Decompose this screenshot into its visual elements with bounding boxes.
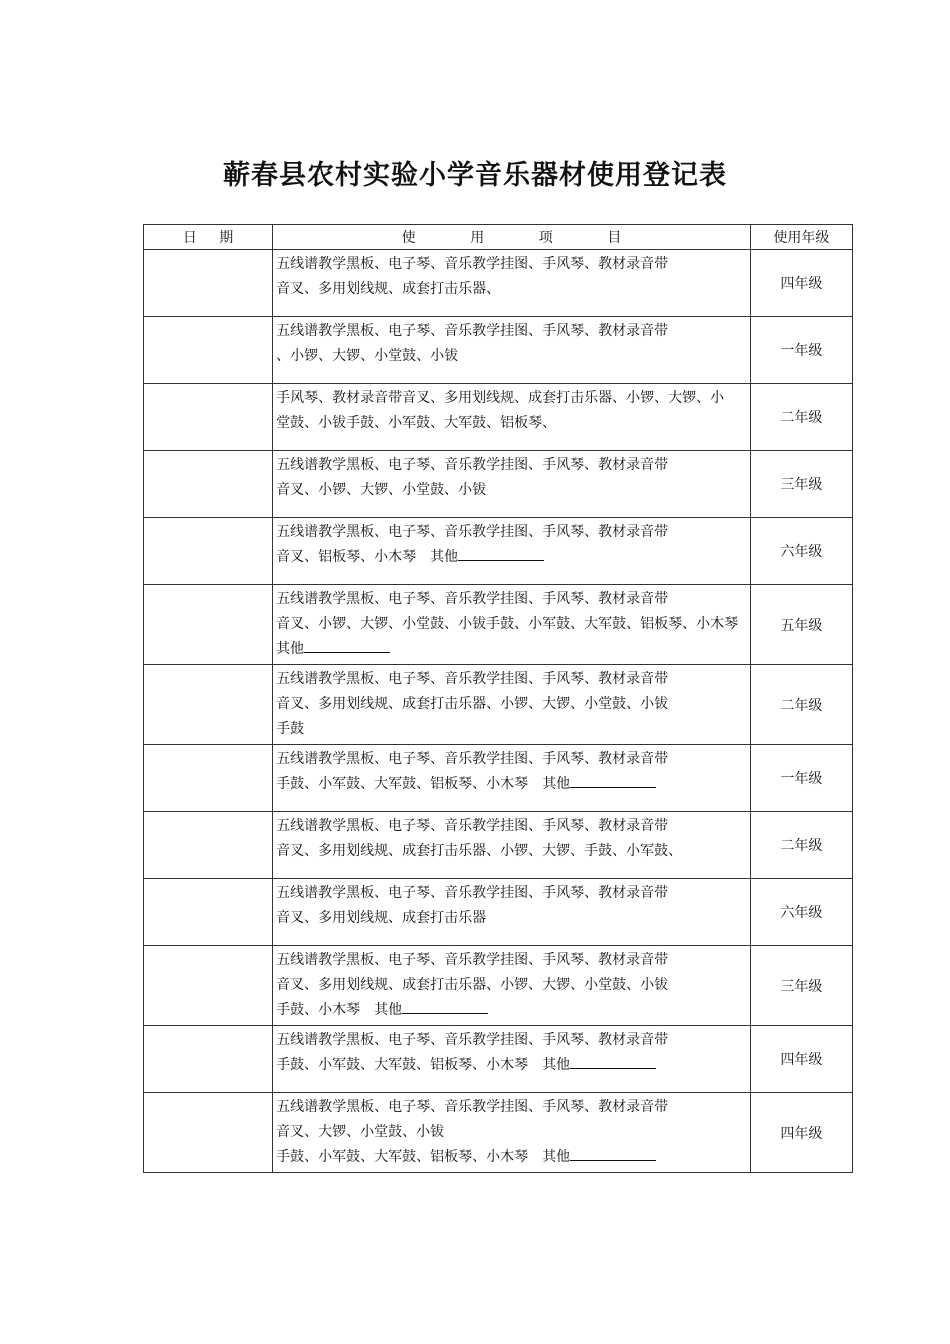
items-line-text: 五线谱教学黑板、电子琴、音乐教学挂图、手风琴、教材录音带 <box>276 885 669 901</box>
usage-register-table <box>143 224 853 1173</box>
date-cell[interactable] <box>144 451 273 518</box>
grade-cell: 二年级 <box>750 384 852 451</box>
items-line <box>276 1028 750 1053</box>
date-cell[interactable] <box>144 946 273 1026</box>
items-cell <box>273 451 751 518</box>
items-line <box>276 692 750 717</box>
items-line <box>276 411 750 436</box>
header-date: 日期 <box>144 225 273 250</box>
items-line-text: 手鼓、小军鼓、大军鼓、铝板琴、小木琴 其他 <box>276 776 571 792</box>
items-line-text: 五线谱教学黑板、电子琴、音乐教学挂图、手风琴、教材录音带 <box>276 671 669 687</box>
date-cell[interactable] <box>144 317 273 384</box>
items-line-text: 五线谱教学黑板、电子琴、音乐教学挂图、手风琴、教材录音带 <box>276 1032 669 1048</box>
date-cell[interactable] <box>144 879 273 946</box>
table-row <box>144 585 853 665</box>
table-row <box>144 745 853 812</box>
items-line-text: 手鼓、小军鼓、大军鼓、铝板琴、小木琴 其他 <box>276 1149 571 1165</box>
items-cell <box>273 585 751 665</box>
items-line-text: 音叉、多用划线规、成套打击乐器 <box>276 910 487 926</box>
items-line <box>276 453 750 478</box>
grade-cell: 六年级 <box>750 518 852 585</box>
other-fill-blank[interactable] <box>570 1053 656 1069</box>
items-line <box>276 1145 750 1170</box>
items-line <box>276 520 750 545</box>
items-line-text: 五线谱教学黑板、电子琴、音乐教学挂图、手风琴、教材录音带 <box>276 952 669 968</box>
items-cell <box>273 745 751 812</box>
grade-cell: 二年级 <box>750 665 852 745</box>
items-line-text: 其他 <box>276 641 305 657</box>
items-cell <box>273 1093 751 1173</box>
items-line-text: 音叉、多用划线规、成套打击乐器、小锣、大锣、小堂鼓、小钹 <box>276 696 669 712</box>
table-row <box>144 1093 853 1173</box>
date-cell[interactable] <box>144 585 273 665</box>
items-line-text: 五线谱教学黑板、电子琴、音乐教学挂图、手风琴、教材录音带 <box>276 323 669 339</box>
header-items: 使用项目 <box>273 225 751 250</box>
table-row <box>144 384 853 451</box>
table-row <box>144 451 853 518</box>
date-cell[interactable] <box>144 384 273 451</box>
items-line <box>276 747 750 772</box>
items-line-text: 五线谱教学黑板、电子琴、音乐教学挂图、手风琴、教材录音带 <box>276 751 669 767</box>
items-line <box>276 772 750 797</box>
other-fill-blank[interactable] <box>402 998 488 1014</box>
items-line <box>276 545 750 570</box>
items-line-text: 五线谱教学黑板、电子琴、音乐教学挂图、手风琴、教材录音带 <box>276 591 669 607</box>
table-row <box>144 946 853 1026</box>
table-row <box>144 518 853 585</box>
items-line <box>276 587 750 612</box>
grade-cell: 五年级 <box>750 585 852 665</box>
grade-cell: 一年级 <box>750 745 852 812</box>
table-row <box>144 879 853 946</box>
grade-cell: 四年级 <box>750 1026 852 1093</box>
page-title: 蕲春县农村实验小学音乐器材使用登记表 <box>223 160 727 191</box>
items-line <box>276 948 750 973</box>
items-line-text: 手鼓 <box>276 721 305 737</box>
items-line-text: 五线谱教学黑板、电子琴、音乐教学挂图、手风琴、教材录音带 <box>276 457 669 473</box>
items-line-text: 手风琴、教材录音带音叉、多用划线规、成套打击乐器、小锣、大锣、小 <box>276 390 725 406</box>
items-line <box>276 667 750 692</box>
items-line-text: 音叉、多用划线规、成套打击乐器、小锣、大锣、手鼓、小军鼓、 <box>276 843 683 859</box>
grade-cell: 一年级 <box>750 317 852 384</box>
table-row <box>144 317 853 384</box>
items-line <box>276 814 750 839</box>
table-row <box>144 250 853 317</box>
items-line <box>276 319 750 344</box>
items-line <box>276 252 750 277</box>
items-line-text: 五线谱教学黑板、电子琴、音乐教学挂图、手风琴、教材录音带 <box>276 524 669 540</box>
items-cell <box>273 812 751 879</box>
date-cell[interactable] <box>144 665 273 745</box>
date-cell[interactable] <box>144 518 273 585</box>
grade-cell: 三年级 <box>750 946 852 1026</box>
grade-cell: 三年级 <box>750 451 852 518</box>
items-line-text: 五线谱教学黑板、电子琴、音乐教学挂图、手风琴、教材录音带 <box>276 818 669 834</box>
items-line <box>276 637 750 662</box>
items-line-text: 堂鼓、小钹手鼓、小军鼓、大军鼓、铝板琴、 <box>276 415 557 431</box>
items-line <box>276 717 750 742</box>
items-cell <box>273 879 751 946</box>
other-fill-blank[interactable] <box>570 1145 656 1161</box>
items-line <box>276 1053 750 1078</box>
items-line-text: 音叉、多用划线规、成套打击乐器、 <box>276 281 501 297</box>
table-header-row <box>144 225 853 250</box>
items-cell <box>273 384 751 451</box>
items-line <box>276 386 750 411</box>
items-line <box>276 973 750 998</box>
items-line-text: 五线谱教学黑板、电子琴、音乐教学挂图、手风琴、教材录音带 <box>276 256 669 272</box>
items-line-text: 手鼓、小军鼓、大军鼓、铝板琴、小木琴 其他 <box>276 1057 571 1073</box>
other-fill-blank[interactable] <box>570 772 656 788</box>
date-cell[interactable] <box>144 1093 273 1173</box>
other-fill-blank[interactable] <box>304 637 390 653</box>
header-grade: 使用年级 <box>750 225 852 250</box>
grade-cell: 六年级 <box>750 879 852 946</box>
other-fill-blank[interactable] <box>458 545 544 561</box>
items-line <box>276 277 750 302</box>
items-line <box>276 1095 750 1120</box>
items-cell <box>273 946 751 1026</box>
items-cell <box>273 665 751 745</box>
items-line <box>276 344 750 369</box>
items-cell <box>273 1026 751 1093</box>
items-line <box>276 478 750 503</box>
items-line-text: 、小锣、大锣、小堂鼓、小钹 <box>276 348 459 364</box>
items-line <box>276 906 750 931</box>
items-line <box>276 1120 750 1145</box>
items-line <box>276 998 750 1023</box>
items-line-text: 音叉、大锣、小堂鼓、小钹 <box>276 1124 445 1140</box>
grade-cell: 二年级 <box>750 812 852 879</box>
items-line-text: 手鼓、小木琴 其他 <box>276 1002 403 1018</box>
date-cell[interactable] <box>144 1026 273 1093</box>
items-line-text: 音叉、多用划线规、成套打击乐器、小锣、大锣、小堂鼓、小钹 <box>276 977 669 993</box>
items-cell <box>273 518 751 585</box>
items-line <box>276 612 750 637</box>
items-cell <box>273 250 751 317</box>
table-row <box>144 665 853 745</box>
items-line <box>276 839 750 864</box>
date-cell[interactable] <box>144 250 273 317</box>
table-row <box>144 1026 853 1093</box>
items-cell <box>273 317 751 384</box>
date-cell[interactable] <box>144 745 273 812</box>
items-line <box>276 881 750 906</box>
items-line-text: 音叉、铝板琴、小木琴 其他 <box>276 549 459 565</box>
items-line-text: 音叉、小锣、大锣、小堂鼓、小钹手鼓、小军鼓、大军鼓、铝板琴、小木琴 <box>276 616 739 632</box>
table-row <box>144 812 853 879</box>
grade-cell: 四年级 <box>750 1093 852 1173</box>
date-cell[interactable] <box>144 812 273 879</box>
items-line-text: 音叉、小锣、大锣、小堂鼓、小钹 <box>276 482 487 498</box>
items-line-text: 五线谱教学黑板、电子琴、音乐教学挂图、手风琴、教材录音带 <box>276 1099 669 1115</box>
grade-cell: 四年级 <box>750 250 852 317</box>
